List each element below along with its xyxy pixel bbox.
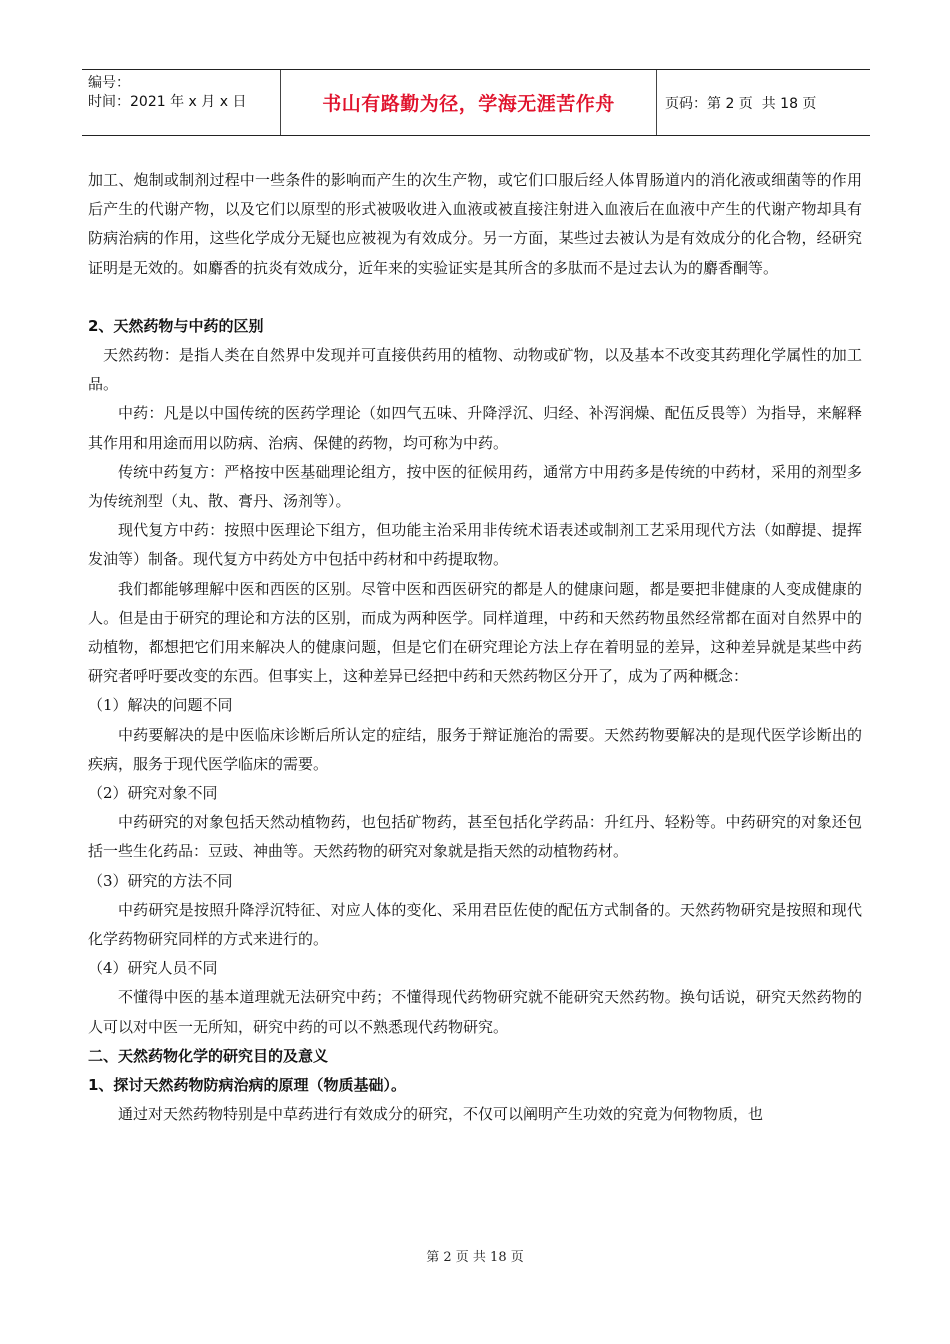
subheading: （2）研究对象不同 bbox=[88, 784, 218, 803]
paragraph: 加工、炮制或制剂过程中一些条件的影响而产生的次生产物，或它们口服后经人体胃肠道内的消化液或细菌等的作用后产生的代谢产物，以及它们以原型的形式被吸收进入血液或被直接注射进入血液后在血液中产生的代谢产物却具有防病治病的作用，这些化学成分无疑也应被视为有效成分。另一方面，某些过去被认为是有效成分的化合物，经研究证明是无效的。如麝香的抗炎有效成分，近年来的实验证实是其所含的多肽而不是过去认为的麝香酮等。 bbox=[88, 171, 862, 277]
paragraph: 不懂得中医的基本道理就无法研究中药；不懂得现代药物研究就不能研究天然药物。换句话说，研究天然药物的人可以对中医一无所知，研究中药的可以不熟悉现代药物研究。 bbox=[88, 988, 862, 1036]
subheading: （4）研究人员不同 bbox=[88, 959, 218, 978]
paragraph: 传统中药复方：严格按中医基础理论组方，按中医的征候用药，通常方中用药多是传统的中药材，采用的剂型多为传统剂型（丸、散、膏丹、汤剂等）。 bbox=[88, 462, 862, 511]
document-header bbox=[82, 69, 870, 136]
page-label: 页码：第 2 页 共 18 页 bbox=[665, 95, 817, 112]
subheading: （3）研究的方法不同 bbox=[88, 871, 233, 890]
section-heading: 2、天然药物与中药的区别 bbox=[88, 316, 264, 335]
header-page-cell bbox=[657, 70, 870, 135]
paragraph: 现代复方中药：按照中医理论下组方，但功能主治采用非传统术语表述或制剂工艺采用现代方法（如醇提、提挥发油等）制备。现代复方中药处方中包括中药材和中药提取物。 bbox=[88, 521, 862, 569]
document-body bbox=[88, 166, 862, 1130]
header-motto: 书山有路勤为径，学海无涯苦作舟 bbox=[281, 70, 657, 135]
paragraph: 中药研究是按照升降浮沉特征、对应人体的变化、采用君臣佐使的配伍方式制备的。天然药物研究是按照和现代化学药物研究同样的方式来进行的。 bbox=[88, 900, 862, 949]
date-label: 时间：2021 年 x 月 x 日 bbox=[88, 94, 247, 110]
paragraph: 中药：凡是以中国传统的医药学理论（如四气五味、升降浮沉、归经、补泻润燥、配伍反畏等）为指导，来解释其作用和用途而用以防病、治病、保健的药物，均可称为中药。 bbox=[88, 404, 862, 452]
section-heading: 1、探讨天然药物防病治病的原理（物质基础）。 bbox=[88, 1076, 406, 1095]
page-footer: 第 2 页 共 18 页 bbox=[426, 1250, 524, 1265]
subheading: （1）解决的问题不同 bbox=[88, 696, 233, 715]
paragraph: 天然药物：是指人类在自然界中发现并可直接供药用的植物、动物或矿物，以及基本不改变其药理化学属性的加工品。 bbox=[88, 346, 862, 394]
paragraph: 我们都能够理解中医和西医的区别。尽管中医和西医研究的都是人的健康问题，都是要把非健康的人变成健康的人。但是由于研究的理论和方法的区别，而成为两种医学。同样道理，中药和天然药物虽然经常都在面对自然界中的动植物，都想把它们用来解决人的健康问题，但是它们在研究理论方法上存在着明显的差异，这种差异就是某些中药研究者呼吁要改变的东西。但事实上，这种差异已经把中药和天然药物区分开了，成为了两种概念： bbox=[88, 579, 862, 686]
header-info-cell bbox=[82, 70, 281, 135]
paragraph: 中药要解决的是中医临床诊断后所认定的症结，服务于辩证施治的需要。天然药物要解决的是现代医学诊断出的疾病，服务于现代医学临床的需要。 bbox=[88, 725, 862, 773]
paragraph: 中药研究的对象包括天然动植物药，也包括矿物药，甚至包括化学药品：升红丹、轻粉等。中药研究的对象还包括一些生化药品：豆豉、神曲等。天然药物的研究对象就是指天然的动植物药材。 bbox=[88, 813, 862, 861]
number-label: 编号： bbox=[88, 75, 130, 91]
section-heading: 二、天然药物化学的研究目的及意义 bbox=[88, 1046, 329, 1065]
paragraph: 通过对天然药物特别是中草药进行有效成分的研究，不仅可以阐明产生功效的究竟为何物物质，也 bbox=[118, 1105, 764, 1124]
spacer bbox=[88, 283, 862, 312]
